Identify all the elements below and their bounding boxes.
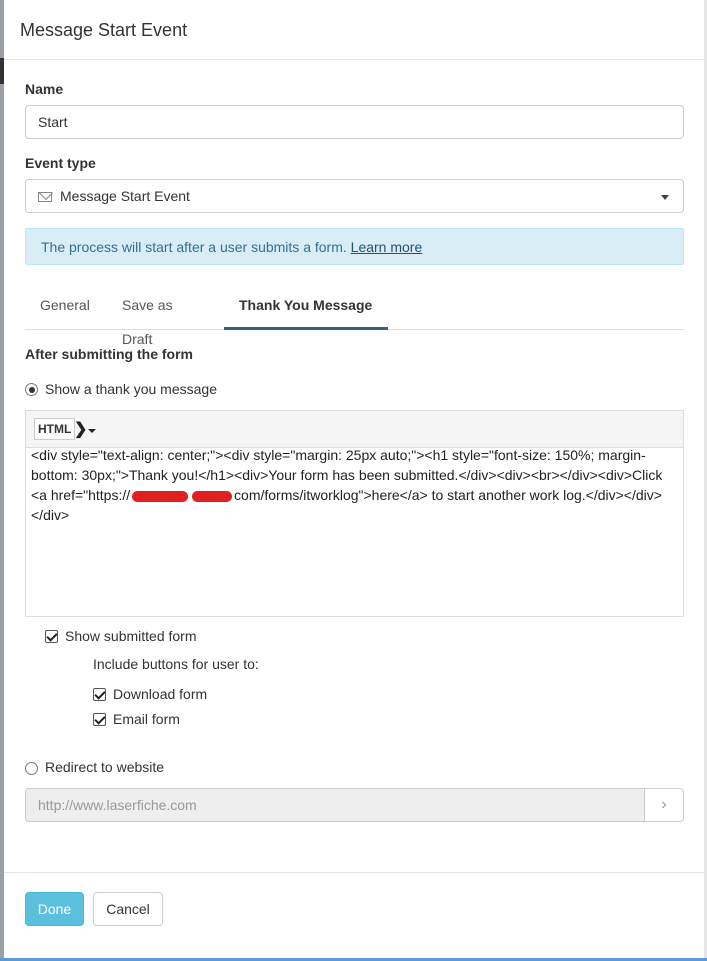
redirect-url-placeholder: http://www.laserfiche.com xyxy=(38,797,197,813)
redirect-url-group xyxy=(25,788,684,822)
redaction-mark xyxy=(192,491,232,502)
chevron-right-icon[interactable]: › xyxy=(644,788,684,822)
email-form-label: Email form xyxy=(113,711,180,727)
background-overlay-dark xyxy=(0,58,4,84)
code-text-part1: <div style="text-align: center;"><div style="margin: 25px auto;"><h1 style="font-size: 150%; margin-bottom: 30px;">Thank you!</h1><div>Your form has been submitted.</div><div><br></div><div>Click <a href="https:// xyxy=(31,447,663,503)
download-form-label: Download form xyxy=(113,686,208,702)
html-editor xyxy=(25,410,684,617)
show-submitted-label: Show submitted form xyxy=(65,628,197,644)
info-alert xyxy=(25,228,684,265)
section-heading: After submitting the form xyxy=(25,346,193,362)
dialog-header xyxy=(4,0,704,60)
html-mode-button[interactable]: HTML xyxy=(34,418,75,440)
dialog-footer xyxy=(4,872,704,958)
redirect-label: Redirect to website xyxy=(45,759,165,775)
event-type-select[interactable] xyxy=(25,179,684,213)
tab-bar xyxy=(25,288,684,347)
redaction-mark xyxy=(132,491,188,502)
chevron-right-icon[interactable]: ❯ xyxy=(74,421,88,438)
show-submitted-checkbox[interactable] xyxy=(45,630,58,643)
redirect-url-input[interactable] xyxy=(25,788,645,822)
chevron-down-icon xyxy=(661,195,669,200)
learn-more-link[interactable]: Learn more xyxy=(350,239,423,255)
cancel-button[interactable]: Cancel xyxy=(93,892,163,926)
editor-toolbar xyxy=(26,411,683,448)
dialog-title: Message Start Event xyxy=(20,20,188,40)
tab-save-as-draft[interactable]: Save as Draft xyxy=(122,297,173,347)
download-form-checkbox[interactable] xyxy=(93,688,106,701)
html-code-textarea[interactable] xyxy=(31,445,676,525)
code-text-part2: com/forms/itworklog">here</a> to start another work log.</div></div></div> xyxy=(31,487,662,523)
name-input-value: Start xyxy=(38,114,68,130)
event-type-label: Event type xyxy=(25,155,96,171)
name-input[interactable] xyxy=(25,105,684,139)
tab-thank-you-message[interactable]: Thank You Message xyxy=(224,288,388,330)
background-overlay-strip xyxy=(0,0,4,961)
envelope-icon xyxy=(38,192,52,202)
email-form-checkbox[interactable] xyxy=(93,713,106,726)
include-buttons-label: Include buttons for user to: xyxy=(93,656,259,672)
show-thankyou-label: Show a thank you message xyxy=(45,381,217,397)
name-label: Name xyxy=(25,81,64,97)
caret-down-icon[interactable] xyxy=(88,429,96,433)
event-type-value: Message Start Event xyxy=(60,188,190,204)
info-text: The process will start after a user submits a form. xyxy=(41,239,351,255)
show-thankyou-radio[interactable] xyxy=(25,383,38,396)
done-button[interactable]: Done xyxy=(25,892,84,926)
redirect-radio[interactable] xyxy=(25,762,38,775)
tab-general[interactable]: General xyxy=(40,297,90,313)
